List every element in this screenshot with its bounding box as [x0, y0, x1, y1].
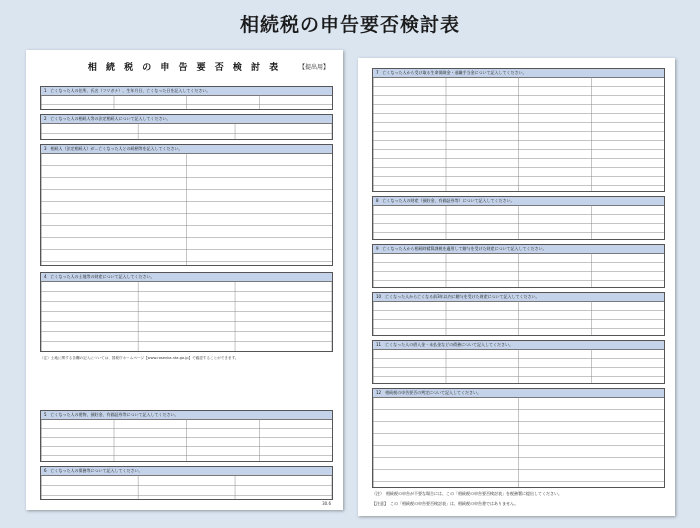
footnote-text: （注）土地に関する各欄の記入については、国税庁ホームページ【www.rosenka.nta.go.jp】で確認することができます。 — [40, 356, 239, 360]
section-12 — [372, 388, 665, 488]
section-11 — [372, 340, 665, 384]
section-12-label: 12 相続税の申告要否の判定について記入してください。 — [373, 389, 664, 398]
section-2 — [40, 114, 333, 140]
page-heading: 相続税の申告要否検討表 — [239, 14, 460, 36]
section-10 — [372, 292, 665, 336]
section-6 — [40, 466, 333, 500]
section-2-label: 2 亡くなった人の相続人等の法定相続人について記入してください。 — [41, 115, 332, 124]
section-5-label: 5 亡くなった人の建物、預貯金、有価証券等について記入してください。 — [41, 411, 332, 420]
section-7-label: 7 亡くなった人から受け取る生命保険金・退職手当金について記入してください。 — [373, 69, 664, 78]
section-4-label: 4 亡くなった人の土地等の財産について記入してください。 — [41, 273, 332, 282]
section-3-grid — [41, 153, 332, 265]
section-8-grid — [373, 205, 664, 239]
section-8-label: 8 亡くなった人の財産（預貯金、有価証券等）について記入してください。 — [373, 197, 664, 206]
section-5 — [40, 410, 333, 462]
section-7-grid — [373, 77, 664, 191]
note-1: （注） 相続税の申告が不要な場合には、この「相続税の申告要否検討表」を税務署に提出してください。 — [372, 491, 562, 496]
form-title: 相 続 税 の 申 告 要 否 検 討 表 — [87, 63, 282, 73]
section-4 — [40, 272, 333, 352]
section-4-grid — [41, 281, 332, 351]
section-10-grid — [373, 301, 664, 335]
section-6-grid — [41, 475, 332, 499]
section-10-label: 10 亡くなった人から亡くなる前3年以内に贈与を受けた財産について記入してください。 — [373, 293, 664, 302]
section-1-grid — [41, 95, 332, 109]
note-2: 【注意】 この「相続税の申告要否検討表」は、相続税の申告書ではありません。 — [372, 501, 519, 506]
section-1 — [40, 86, 333, 110]
form-page-right — [358, 58, 675, 516]
section-3 — [40, 144, 333, 266]
section-5-grid — [41, 419, 332, 461]
form-page-left — [26, 50, 343, 510]
section-11-label: 11 亡くなった人の借入金・未払金などの債務について記入してください。 — [373, 341, 664, 350]
page-number: 30.6 — [322, 501, 331, 506]
section-7 — [372, 68, 665, 192]
section-11-grid — [373, 349, 664, 383]
section-1-label: 1 亡くなった人の住所、氏名（フリガナ）、生年月日、亡くなった日を記入してください。 — [41, 87, 332, 96]
section-6-label: 6 亡くなった人の債務等について記入してください。 — [41, 467, 332, 476]
section-3-label: 3 相続人（法定相続人）が…亡くなった人との続柄等を記入してください。 — [41, 145, 332, 154]
section-12-grid — [373, 397, 664, 487]
section-2-grid — [41, 123, 332, 139]
submission-badge: 【提出用】 — [298, 64, 329, 71]
section-9-grid — [373, 253, 664, 287]
section-9 — [372, 244, 665, 288]
section-9-label: 9 亡くなった人から相続時精算課税を適用して贈与を受けた財産について記入してください。 — [373, 245, 664, 254]
section-8 — [372, 196, 665, 240]
